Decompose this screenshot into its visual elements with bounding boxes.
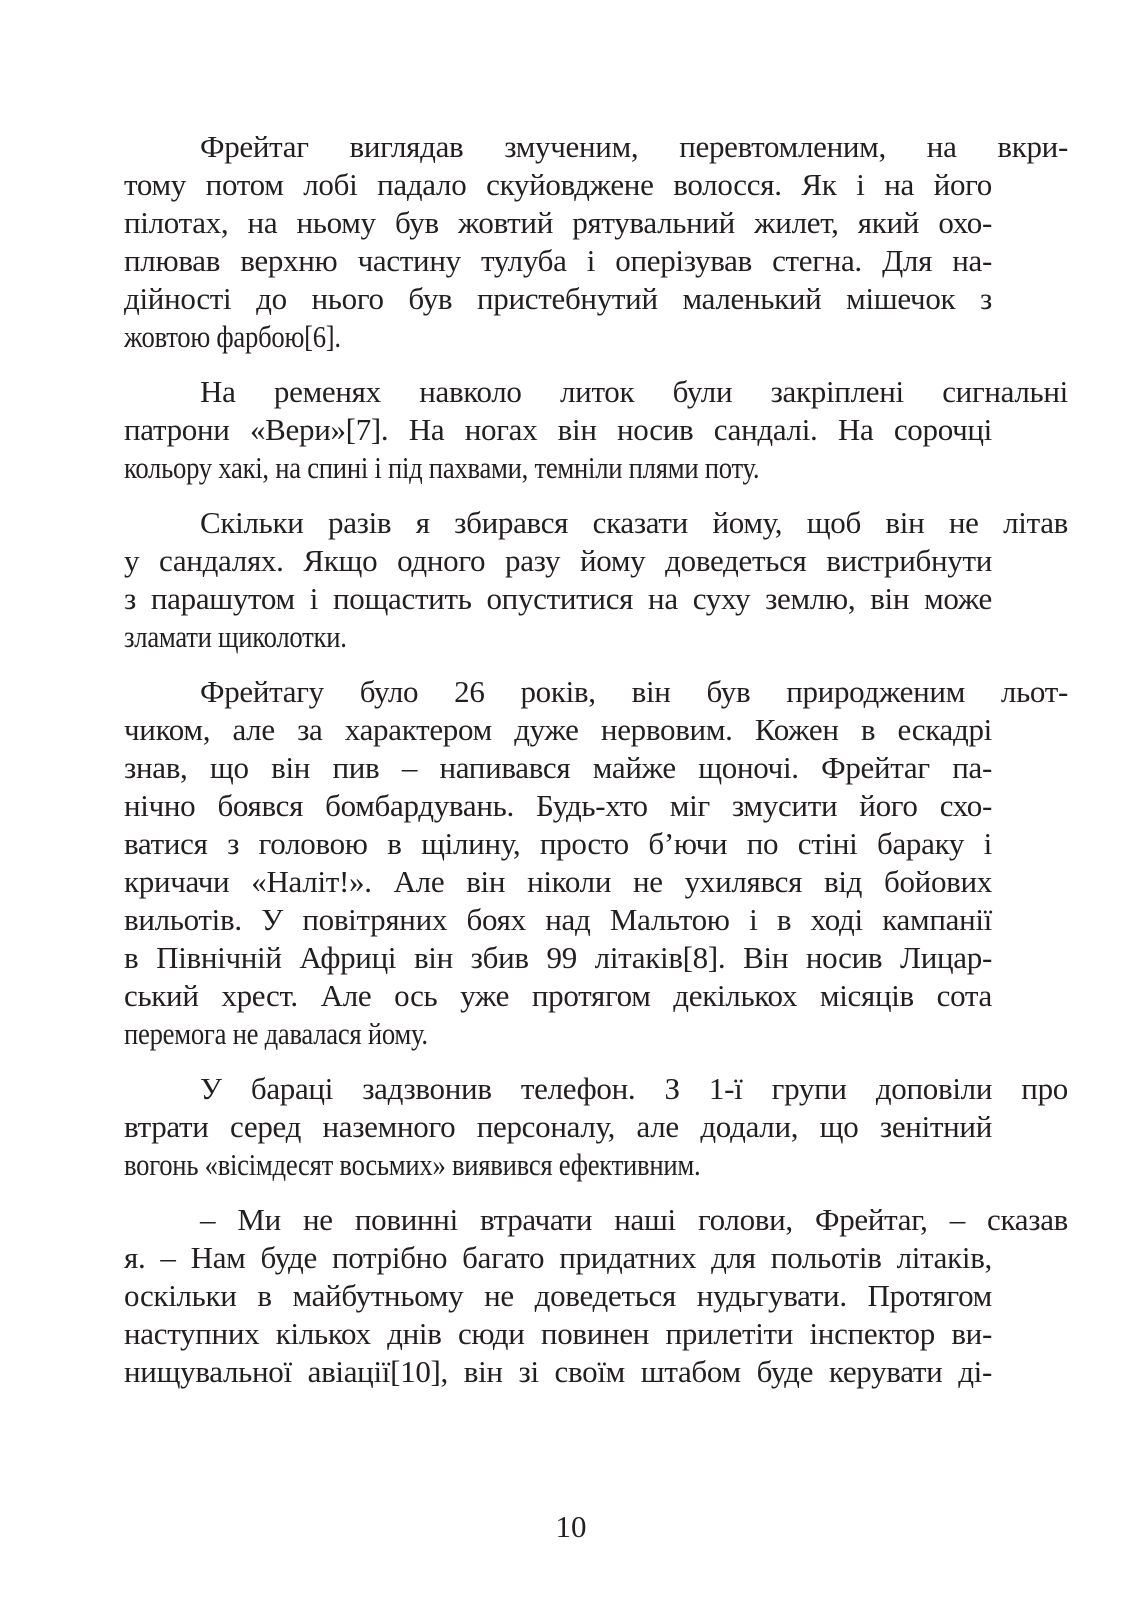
text-line: У бараці задзвонив телефон. З 1-ї групи доповіли про (200, 1071, 1068, 1106)
page-number: 10 (555, 1509, 587, 1544)
paragraph-3 (124, 504, 1068, 656)
text-line: вогонь «вісімдесят восьмих» виявився ефективним. (124, 1147, 701, 1182)
text-line: На ременях навколо литок були закріплені сигнальні (200, 374, 1068, 409)
text-line: чиком, але за характером дуже нервовим. Кожен в ескадрі (124, 712, 992, 747)
text-line: плював верхню частину тулуба і оперізував стегна. Для на- (124, 243, 992, 278)
text-line: в Північній Африці він збив 99 літаків[8]. Він носив Лицар- (124, 940, 992, 975)
paragraph-5 (124, 1070, 1068, 1184)
text-line: пілотах, на ньому був жовтий рятувальний жилет, який охо- (124, 205, 992, 240)
text-line: кольору хакі, на спині і під пахвами, темніли плями поту. (124, 450, 760, 485)
text-line: нічно боявся бомбардувань. Будь-хто міг змусити його схо- (124, 788, 992, 823)
text-line: я. – Нам буде потрібно багато придатних для польотів літаків, (124, 1240, 992, 1275)
text-line: ватися з головою в щілину, просто б’ючи по стіні бараку і (124, 826, 992, 861)
text-line: наступних кількох днів сюди повинен прилетіти інспектор ви- (124, 1316, 992, 1351)
text-line: нищувальної авіації[10], він зі своїм штабом буде керувати ді- (124, 1354, 992, 1389)
text-line: знав, що він пив – напивався майже щоночі. Фрейтаг па- (124, 750, 992, 785)
paragraph-4 (124, 673, 1068, 1053)
text-line: з парашутом і пощастить опуститися на суху землю, він може (124, 581, 992, 616)
text-line: Скільки разів я збирався сказати йому, щоб він не літав (200, 505, 1068, 540)
text-line: Фрейтаг виглядав змученим, перевтомленим, на вкри- (200, 129, 1068, 164)
text-line: втрати серед наземного персоналу, але додали, що зенітний (124, 1109, 992, 1144)
text-line: ський хрест. Але ось уже протягом декількох місяців сота (124, 978, 992, 1013)
text-line: жовтою фарбою[6]. (124, 319, 341, 354)
paragraph-6 (124, 1201, 1068, 1391)
text-line: вильотів. У повітряних боях над Мальтою і в ході кампанії (124, 902, 992, 937)
paragraph-2 (124, 373, 1068, 487)
text-line: патрони «Вери»[7]. На ногах він носив сандалі. На сорочці (124, 412, 992, 447)
text-line: у сандалях. Якщо одного разу йому доведеться вистрибнути (124, 543, 992, 578)
text-line: тому потом лобі падало скуйовджене волосся. Як і на його (124, 167, 992, 202)
text-line: перемога не давалася йому. (124, 1016, 428, 1051)
text-line: оскільки в майбутньому не доведеться нудьгувати. Протягом (124, 1278, 992, 1313)
paragraph-1 (124, 128, 1068, 356)
text-line: зламати щиколотки. (124, 619, 347, 654)
text-line: дійності до нього був пристебнутий маленький мішечок з (124, 281, 992, 316)
text-line: кричачи «Наліт!». Але він ніколи не ухилявся від бойових (124, 864, 992, 899)
text-line: – Ми не повинні втрачати наші голови, Фрейтаг, – сказав (200, 1202, 1068, 1237)
text-line: Фрейтагу було 26 років, він був природженим льот- (200, 674, 1068, 709)
page-body (124, 128, 1068, 1408)
